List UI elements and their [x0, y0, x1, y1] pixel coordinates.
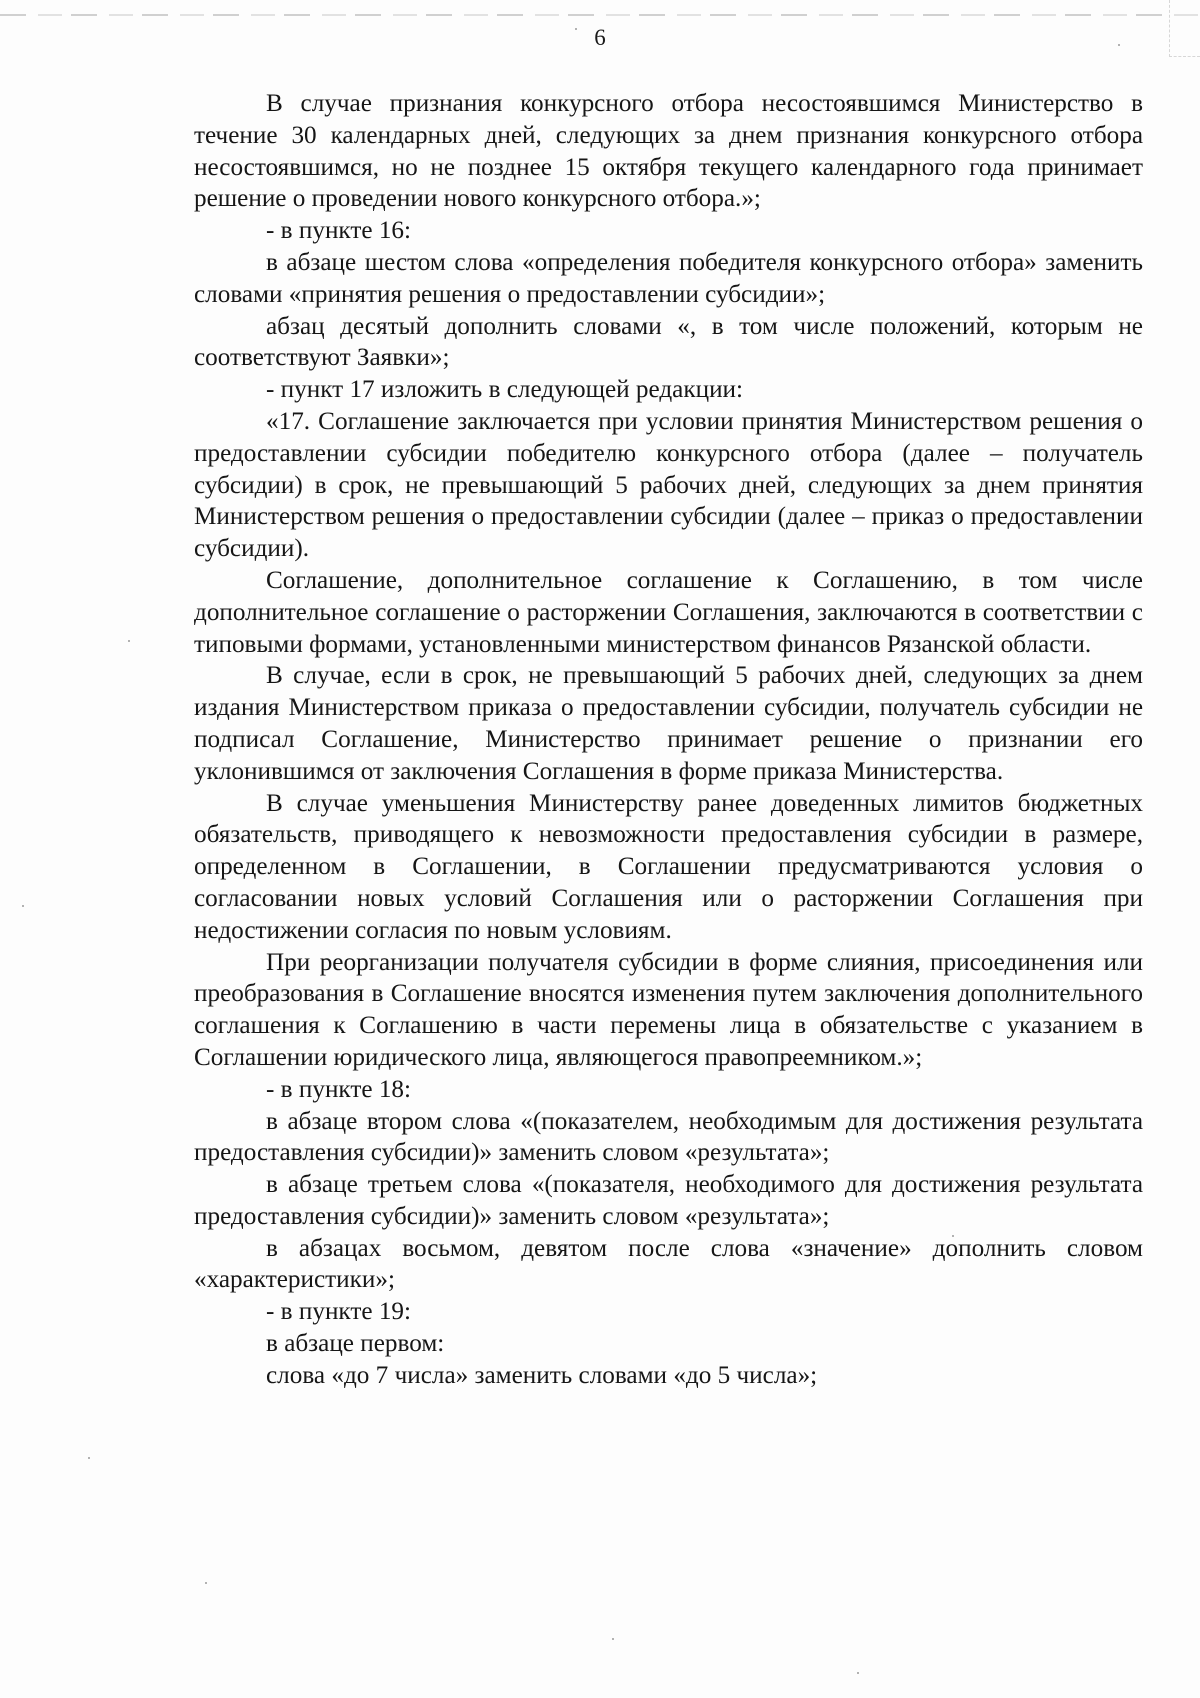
paragraph-6: «17. Соглашение заключается при условии принятия Министерством решения о предоставлении субсидии победителю конкурсного отбора (далее – получатель субсидии) в срок, не превышающий 5 рабочих дней, следующих за днем принятия Министерством решения о предоставлении субсидии (далее – приказ о предоставлении субсидии). — [194, 407, 1143, 563]
paragraph-16: в абзаце первом: — [266, 1330, 445, 1358]
paragraph-7: Соглашение, дополнительное соглашение к Соглашению, в том числе дополнительное соглашение о расторжении Соглашения, заключаются в соответствии с типовыми формами, установленными министерством финансов Рязанской области. — [194, 566, 1143, 658]
paragraph-3: в абзаце шестом слова «определения победителя конкурсного отбора» заменить словами «принятия решения о предоставлении субсидии»; — [194, 248, 1143, 308]
scan-speck — [88, 1457, 90, 1459]
paragraph-9: В случае уменьшения Министерству ранее доведенных лимитов бюджетных обязательств, приводящего к невозможности предоставления субсидии в размере, определенном в Соглашении, в Соглашении предусматриваются условия о согласовании новых условий Соглашения или о расторжении Соглашения при недостижении согласия по новым условиям. — [194, 789, 1143, 944]
paragraph-4: абзац десятый дополнить словами «, в том числе положений, которым не соответствуют Заявки»; — [194, 312, 1143, 372]
paragraph-10: При реорганизации получателя субсидии в форме слияния, присоединения или преобразования в Соглашение вносятся изменения путем заключения дополнительного соглашения к Соглашению в части перемены лица в обязательстве с указанием в Соглашении юридического лица, являющегося правопреемником.»; — [194, 948, 1143, 1071]
paragraph-11: - в пункте 18: — [266, 1075, 412, 1103]
scan-speck — [22, 905, 24, 907]
paragraph-5: - пункт 17 изложить в следующей редакции: — [266, 376, 744, 404]
scan-speck — [128, 640, 130, 642]
page-number: 6 — [594, 25, 606, 50]
scan-speck — [205, 1582, 207, 1584]
paragraph-17: слова «до 7 числа» заменить словами «до 5 числа»; — [266, 1361, 818, 1389]
paragraph-12: в абзаце втором слова «(показателем, необходимым для достижения результата предоставления субсидии)» заменить словом «результата»; — [194, 1107, 1143, 1167]
scan-speck — [857, 1672, 859, 1674]
scan-top-edge — [0, 14, 1200, 16]
paragraph-2: - в пункте 16: — [266, 217, 412, 245]
scan-speck — [612, 1638, 614, 1640]
paragraph-15: - в пункте 19: — [266, 1298, 412, 1326]
document-body — [194, 88, 1143, 1392]
paragraph-1: В случае признания конкурсного отбора несостоявшимся Министерство в течение 30 календарных дней, следующих за днем признания конкурсного отбора несостоявшимся, но не позднее 15 октября текущего календарного года принимает решение о проведении нового конкурсного отбора.»; — [194, 90, 1143, 213]
paragraph-14: в абзацах восьмом, девятом после слова «значение» дополнить словом «характеристики»; — [194, 1234, 1143, 1294]
paragraph-13: в абзаце третьем слова «(показателя, необходимого для достижения результата предоставления субсидии)» заменить словом «результата»; — [194, 1171, 1143, 1230]
paragraph-8: В случае, если в срок, не превышающий 5 рабочих дней, следующих за днем издания Министерством приказа о предоставлении субсидии, получатель субсидии не подписал Соглашение, Министерство принимает решение о признании его уклонившимся от заключения Соглашения в форме приказа Министерства. — [194, 662, 1143, 785]
